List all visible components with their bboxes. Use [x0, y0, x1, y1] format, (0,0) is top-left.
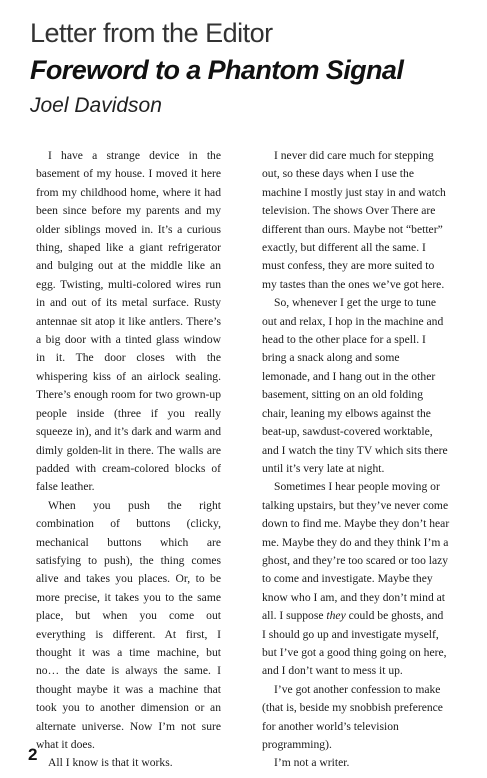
paragraph: When you push the right combination of buttons (clicky, mechanical buttons which are satisfying to push), the thing comes alive and takes you places. Or, to be more precise, it takes you to the same place, but when you come out everything is different. At first, I thought it was a time machine, but no… the date is always the same. I thought maybe it was a machine that took you to another dimension or an alternate universe. Now I’m not sure what it does. — [36, 498, 221, 751]
page-number: 2 — [28, 745, 38, 764]
paragraph: I’ve got another confession to make (that is, beside my snobbish preference for another world’s television programming). — [262, 682, 443, 751]
paragraph: I never did care much for stepping out, so these days when I use the machine I mostly just stay in and watch television. The shows Over There are different than ours. Maybe not “better” exactly, but different all the same. I must confess, they are more suited to my tastes than the ones we’ve got here. — [262, 149, 446, 291]
paragraph: All I know is that it works. — [48, 756, 173, 770]
emphasis-text: they — [326, 609, 346, 623]
paragraph: I’m not a writer. — [274, 756, 350, 770]
text-run: Sometimes I hear people moving or talking upstairs, but they’ve never come down to find me. Maybe they don’t hear me. Maybe they do and they think I’m a ghost, and they’re too scared or too lazy to come and investigate. Maybe they know who I am, and they don’t mind at all. I suppose — [262, 480, 450, 623]
text-run: could be ghosts, and I should go up and investigate myself, but I’ve got a good thing going on here, and I don’t want to mess it up. — [262, 609, 447, 678]
paragraph — [262, 478, 450, 680]
paragraph: So, whenever I get the urge to tune out and relax, I hop in the machine and head to the other place for a spell. I bring a snack along and some lemonade, and I hang out in the other basement, sitting on an old folding chair, leaning my elbows against the beat-up, sawdust-covered worktable, and I watch the tiny TV which sits there until it’s very late at night. — [262, 296, 448, 475]
author-byline: Joel Davidson — [30, 94, 162, 117]
left-text-column — [36, 147, 221, 773]
paragraph: I have a strange device in the basement of my house. I moved it here from my childhood home, where it had been since before my parents and my older siblings moved in. It’s a curious thing, shaped like a giant refrigerator and bulging out at the middle like an egg. Twisting, multi-colored wires run in and out of its metal surface. Rusty antennae sit atop it like antlers. There’s a big door with a tinted glass window in it. The door closes with the whispering kiss of an airlock sealing. There’s enough room for two grown-up people inside (three if you really squeeze in), and it’s dark and warm and dimly golden-lit in there. The walls are padded with cream-colored blocks of false leather. — [36, 149, 221, 494]
section-kicker: Letter from the Editor — [30, 18, 273, 48]
right-text-column — [262, 147, 450, 773]
article-title: Foreword to a Phantom Signal — [30, 55, 404, 85]
